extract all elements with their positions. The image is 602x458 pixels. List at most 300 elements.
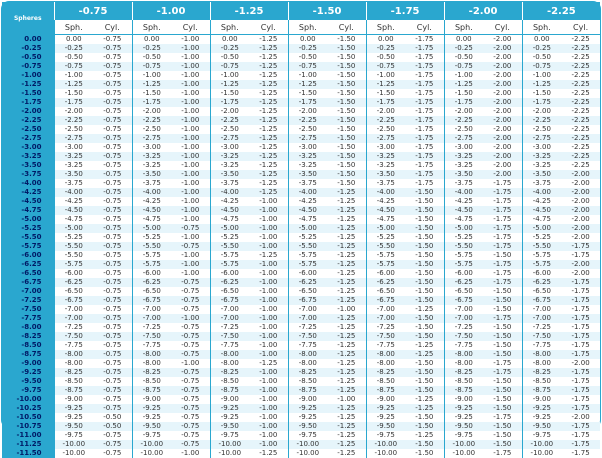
sph-cell: -7.00 (210, 314, 249, 323)
sph-cell: -4.75 (288, 215, 327, 224)
cyl-cell: -1.50 (483, 296, 522, 305)
sph-cell: -10.00 (210, 440, 249, 449)
sph-cell: -0.50 (522, 53, 561, 62)
cyl-cell: -1.50 (405, 269, 444, 278)
cyl-subheader: Cyl. (405, 20, 444, 35)
sph-cell: -1.00 (366, 71, 405, 80)
cyl-cell: -0.75 (93, 242, 132, 251)
sph-cell: -9.75 (132, 431, 171, 440)
cyl-cell: -2.00 (561, 359, 600, 368)
sph-cell: -1.00 (54, 71, 93, 80)
cyl-cell: -1.25 (327, 296, 366, 305)
cyl-cell: -2.00 (561, 215, 600, 224)
sph-cell: -8.00 (210, 350, 249, 359)
cyl-cell: -2.25 (561, 107, 600, 116)
sph-cell: -9.25 (54, 404, 93, 413)
cyl-cell: -0.75 (93, 116, 132, 125)
cyl-cell: -2.00 (483, 89, 522, 98)
table-row (2, 35, 600, 45)
sph-cell: -4.75 (54, 215, 93, 224)
cyl-cell: -1.25 (249, 71, 288, 80)
cyl-cell: -1.50 (327, 170, 366, 179)
sph-cell: -8.00 (132, 359, 171, 368)
sphere-value: -5.75 (2, 242, 54, 251)
cyl-cell: -1.25 (327, 224, 366, 233)
sph-cell: -1.75 (288, 98, 327, 107)
cyl-cell: -1.25 (327, 449, 366, 458)
cyl-cell: -1.00 (249, 395, 288, 404)
sphere-value: -0.50 (2, 53, 54, 62)
sph-cell: -6.25 (444, 278, 483, 287)
sph-cell: -2.00 (288, 107, 327, 116)
sph-cell: 0.00 (522, 35, 561, 45)
cyl-cell: -0.75 (93, 251, 132, 260)
cyl-cell: -1.25 (327, 323, 366, 332)
cyl-cell: -1.75 (483, 233, 522, 242)
cyl-cell: -1.75 (561, 296, 600, 305)
sph-cell: -5.75 (210, 251, 249, 260)
cyl-cell: -1.75 (483, 314, 522, 323)
cyl-cell: -1.00 (171, 62, 210, 71)
cyl-subheader: Cyl. (171, 20, 210, 35)
cyl-cell: -1.50 (405, 215, 444, 224)
cyl-cell: -1.50 (483, 431, 522, 440)
cyl-cell: -1.75 (483, 368, 522, 377)
sph-cell: -3.25 (444, 161, 483, 170)
sph-cell: -6.00 (444, 269, 483, 278)
sph-cell: -9.75 (522, 431, 561, 440)
sph-cell: -5.25 (444, 233, 483, 242)
cyl-cell: -1.75 (483, 359, 522, 368)
cyl-cell: -2.25 (561, 152, 600, 161)
cyl-cell: -0.75 (93, 314, 132, 323)
sph-cell: -6.00 (210, 269, 249, 278)
sph-cell: -8.50 (366, 377, 405, 386)
table-row (2, 359, 600, 368)
cyl-cell: -1.50 (405, 422, 444, 431)
sph-cell: -7.00 (522, 314, 561, 323)
cyl-cell: -2.00 (483, 62, 522, 71)
sph-cell: -5.50 (54, 242, 93, 251)
sph-cell: -3.25 (522, 152, 561, 161)
sph-cell: -5.50 (54, 251, 93, 260)
cyl-cell: -1.25 (327, 413, 366, 422)
cyl-cell: -1.25 (327, 233, 366, 242)
cyl-cell: -2.25 (561, 98, 600, 107)
cyl-cell: -0.75 (93, 215, 132, 224)
cyl-cell: -0.75 (93, 341, 132, 350)
sph-cell: -5.00 (54, 224, 93, 233)
sph-cell: -0.25 (210, 44, 249, 53)
sph-cell: -2.25 (444, 116, 483, 125)
sph-cell: -9.25 (444, 413, 483, 422)
cyl-cell: -0.75 (171, 440, 210, 449)
cyl-cell: -1.25 (327, 350, 366, 359)
sph-cell: -6.75 (132, 296, 171, 305)
cyl-cell: -1.25 (249, 359, 288, 368)
sph-cell: -6.25 (210, 278, 249, 287)
cyl-cell: -1.75 (483, 224, 522, 233)
cyl-cell: -1.50 (483, 287, 522, 296)
sph-cell: -1.00 (444, 71, 483, 80)
cyl-cell: -1.00 (171, 251, 210, 260)
sph-cell: -9.25 (210, 413, 249, 422)
cyl-cell: -1.50 (405, 314, 444, 323)
cyl-cell: -1.75 (483, 278, 522, 287)
sph-cell: -5.50 (444, 242, 483, 251)
cyl-cell: -1.00 (171, 314, 210, 323)
cyl-cell: -1.50 (483, 332, 522, 341)
sph-cell: -8.25 (288, 368, 327, 377)
cyl-cell: -0.75 (93, 134, 132, 143)
table-row (2, 89, 600, 98)
cyl-cell: -1.25 (249, 53, 288, 62)
sph-cell: -7.00 (522, 305, 561, 314)
cyl-cell: -1.75 (561, 386, 600, 395)
sph-cell: -7.50 (522, 332, 561, 341)
sph-cell: -1.75 (444, 98, 483, 107)
cyl-cell: -1.00 (249, 386, 288, 395)
cyl-cell: -1.00 (171, 134, 210, 143)
cyl-cell: -1.50 (327, 71, 366, 80)
cyl-cell: -1.50 (405, 251, 444, 260)
table-row (2, 143, 600, 152)
sph-cell: -5.50 (132, 242, 171, 251)
sph-cell: -1.50 (210, 89, 249, 98)
cyl-cell: -1.75 (405, 89, 444, 98)
sph-cell: -3.75 (522, 179, 561, 188)
cyl-cell: -1.00 (171, 44, 210, 53)
group-header: -2.00 (444, 2, 522, 20)
sph-cell: -2.75 (54, 134, 93, 143)
cyl-cell: -1.00 (249, 323, 288, 332)
sph-cell: -2.50 (288, 125, 327, 134)
sph-cell: -1.25 (210, 80, 249, 89)
cyl-cell: -2.25 (561, 53, 600, 62)
sph-cell: -2.00 (366, 107, 405, 116)
sph-cell: -2.50 (210, 125, 249, 134)
cyl-cell: -1.50 (483, 323, 522, 332)
cyl-cell: -2.25 (561, 35, 600, 45)
cyl-cell: -0.75 (93, 368, 132, 377)
cyl-cell: -1.00 (171, 98, 210, 107)
sph-cell: 0.00 (54, 35, 93, 45)
sphere-value: 0.00 (2, 35, 54, 45)
sph-cell: -7.75 (54, 341, 93, 350)
cyl-cell: -0.75 (93, 188, 132, 197)
sphere-value: -1.00 (2, 71, 54, 80)
sph-cell: -0.50 (54, 53, 93, 62)
sph-cell: -5.75 (54, 260, 93, 269)
sphere-value: -4.75 (2, 206, 54, 215)
sph-cell: -3.00 (54, 143, 93, 152)
cyl-cell: -0.75 (171, 323, 210, 332)
cyl-cell: -1.00 (171, 233, 210, 242)
sph-cell: -2.00 (54, 107, 93, 116)
table-row (2, 440, 600, 449)
group-header: -1.25 (210, 2, 288, 20)
sph-cell: -5.00 (132, 224, 171, 233)
cyl-cell: -1.75 (561, 305, 600, 314)
sph-cell: -7.75 (210, 341, 249, 350)
sph-cell: 0.00 (444, 35, 483, 45)
cyl-cell: -1.25 (327, 377, 366, 386)
cyl-cell: -1.50 (483, 395, 522, 404)
cyl-cell: -0.75 (171, 431, 210, 440)
cyl-cell: -2.00 (561, 260, 600, 269)
sph-cell: -8.50 (288, 377, 327, 386)
cyl-cell: -1.00 (249, 368, 288, 377)
table-row (2, 233, 600, 242)
cyl-cell: -1.50 (405, 278, 444, 287)
sph-cell: -9.75 (210, 431, 249, 440)
sph-cell: -3.75 (444, 179, 483, 188)
cyl-cell: -2.25 (561, 89, 600, 98)
cyl-cell: -1.25 (249, 179, 288, 188)
sph-cell: -8.50 (210, 377, 249, 386)
cyl-cell: -0.75 (171, 296, 210, 305)
sph-cell: -7.75 (444, 341, 483, 350)
table-row (2, 404, 600, 413)
sph-cell: -3.75 (288, 179, 327, 188)
cyl-cell: -1.75 (561, 278, 600, 287)
cyl-cell: -1.50 (327, 179, 366, 188)
sph-cell: -9.50 (444, 422, 483, 431)
sph-cell: -2.75 (444, 134, 483, 143)
sph-cell: -0.25 (522, 44, 561, 53)
sph-cell: -1.50 (366, 89, 405, 98)
cyl-cell: -1.50 (405, 260, 444, 269)
sph-cell: -9.00 (522, 395, 561, 404)
cyl-cell: -2.00 (483, 143, 522, 152)
table-row (2, 341, 600, 350)
sph-cell: -6.50 (288, 287, 327, 296)
cyl-cell: -2.25 (561, 44, 600, 53)
sph-cell: -7.50 (444, 332, 483, 341)
sph-subheader: Sph. (366, 20, 405, 35)
group-header: -0.75 (54, 2, 132, 20)
sphere-value: -2.00 (2, 107, 54, 116)
sph-cell: -5.75 (288, 260, 327, 269)
cyl-cell: -1.00 (171, 359, 210, 368)
cyl-cell: -1.75 (561, 431, 600, 440)
cyl-cell: -0.75 (93, 287, 132, 296)
table-row (2, 80, 600, 89)
cyl-cell: -1.50 (405, 377, 444, 386)
cyl-cell: -0.75 (93, 224, 132, 233)
sph-cell: -2.50 (132, 125, 171, 134)
sphere-value: -4.00 (2, 179, 54, 188)
sph-cell: -9.75 (444, 431, 483, 440)
cyl-cell: -1.00 (249, 413, 288, 422)
sph-cell: -3.25 (210, 161, 249, 170)
table-row (2, 125, 600, 134)
sph-cell: -4.25 (210, 197, 249, 206)
sph-cell: -0.25 (444, 44, 483, 53)
cyl-cell: -1.00 (171, 449, 210, 458)
cyl-cell: -0.75 (171, 413, 210, 422)
cyl-cell: -1.00 (171, 188, 210, 197)
sphere-value: -3.00 (2, 143, 54, 152)
cyl-cell: -0.75 (93, 125, 132, 134)
sph-cell: -5.75 (522, 251, 561, 260)
sph-subheader: Sph. (54, 20, 93, 35)
cyl-cell: -0.75 (93, 197, 132, 206)
sph-cell: -4.00 (210, 188, 249, 197)
table-row (2, 323, 600, 332)
sph-cell: -3.50 (288, 170, 327, 179)
sph-subheader: Sph. (288, 20, 327, 35)
cyl-cell: -1.00 (249, 377, 288, 386)
table-row (2, 269, 600, 278)
cyl-cell: -1.00 (249, 314, 288, 323)
cyl-subheader: Cyl. (483, 20, 522, 35)
cyl-cell: -1.00 (171, 116, 210, 125)
sph-cell: -4.00 (444, 188, 483, 197)
cyl-cell: -2.25 (561, 161, 600, 170)
group-header: -1.00 (132, 2, 210, 20)
cyl-cell: -1.50 (327, 107, 366, 116)
sph-cell: -8.00 (288, 359, 327, 368)
sphere-value: -3.25 (2, 152, 54, 161)
cyl-cell: -0.75 (93, 161, 132, 170)
cyl-cell: -1.75 (561, 449, 600, 458)
cyl-cell: -1.75 (561, 242, 600, 251)
cyl-cell: -0.75 (93, 431, 132, 440)
sph-subheader: Sph. (132, 20, 171, 35)
cyl-cell: -1.50 (405, 449, 444, 458)
cyl-cell: -1.50 (483, 377, 522, 386)
cyl-cell: -1.25 (327, 251, 366, 260)
sph-cell: -6.50 (444, 287, 483, 296)
table-row (2, 197, 600, 206)
sph-cell: -3.50 (444, 170, 483, 179)
cyl-cell: -0.75 (93, 44, 132, 53)
sph-cell: -9.75 (54, 431, 93, 440)
sph-cell: -6.50 (54, 287, 93, 296)
sph-cell: -6.50 (210, 287, 249, 296)
cyl-cell: -1.50 (405, 197, 444, 206)
cyl-cell: -0.75 (93, 71, 132, 80)
sph-cell: -1.25 (132, 80, 171, 89)
table-row (2, 305, 600, 314)
cyl-cell: -1.50 (405, 242, 444, 251)
sph-cell: -4.50 (132, 206, 171, 215)
sph-cell: -0.25 (132, 44, 171, 53)
sph-subheader: Sph. (210, 20, 249, 35)
sphere-value: -7.75 (2, 314, 54, 323)
cyl-subheader: Cyl. (249, 20, 288, 35)
sph-cell: -5.00 (210, 224, 249, 233)
cyl-cell: -1.75 (405, 44, 444, 53)
cyl-cell: -1.50 (405, 233, 444, 242)
sph-cell: -10.00 (54, 449, 93, 458)
sph-cell: -1.00 (210, 71, 249, 80)
cyl-cell: -1.75 (561, 350, 600, 359)
sph-cell: -9.25 (366, 404, 405, 413)
sph-cell: -3.00 (444, 143, 483, 152)
sph-cell: -1.50 (132, 89, 171, 98)
sph-cell: -5.00 (288, 224, 327, 233)
sph-cell: -3.25 (54, 152, 93, 161)
cyl-cell: -1.50 (327, 161, 366, 170)
sph-cell: -1.25 (366, 80, 405, 89)
table-row (2, 413, 600, 422)
cyl-cell: -1.50 (327, 134, 366, 143)
sph-cell: -5.25 (522, 233, 561, 242)
table-row (2, 53, 600, 62)
sphere-value: -2.25 (2, 116, 54, 125)
sph-cell: -1.50 (288, 89, 327, 98)
sph-cell: -4.00 (132, 188, 171, 197)
cyl-cell: -1.25 (249, 152, 288, 161)
sph-cell: -8.25 (522, 368, 561, 377)
cyl-cell: -1.25 (249, 35, 288, 45)
cyl-cell: -1.00 (249, 440, 288, 449)
sph-cell: -1.75 (210, 98, 249, 107)
sph-cell: -7.25 (444, 323, 483, 332)
sphere-value: -6.25 (2, 260, 54, 269)
sph-cell: -8.50 (132, 377, 171, 386)
sph-cell: -8.50 (54, 377, 93, 386)
cyl-cell: -1.00 (249, 341, 288, 350)
sph-cell: -9.25 (132, 404, 171, 413)
sph-cell: 0.00 (366, 35, 405, 45)
table-row (2, 134, 600, 143)
cyl-cell: -1.50 (405, 386, 444, 395)
cyl-cell: -1.25 (249, 62, 288, 71)
cyl-cell: -1.00 (249, 332, 288, 341)
sph-cell: -9.50 (210, 422, 249, 431)
cyl-cell: -1.75 (405, 125, 444, 134)
table-row (2, 296, 600, 305)
sph-cell: -8.00 (444, 350, 483, 359)
sph-cell: -7.25 (210, 323, 249, 332)
cyl-cell: -2.00 (561, 233, 600, 242)
sph-cell: -9.25 (522, 413, 561, 422)
sph-cell: -2.75 (132, 134, 171, 143)
sph-cell: -9.25 (288, 404, 327, 413)
cyl-cell: -1.50 (327, 89, 366, 98)
sph-cell: -4.00 (54, 188, 93, 197)
cyl-cell: -1.00 (171, 125, 210, 134)
cyl-cell: -1.50 (405, 332, 444, 341)
sph-cell: -4.25 (444, 197, 483, 206)
sph-cell: -4.00 (522, 188, 561, 197)
cyl-cell: -1.75 (561, 287, 600, 296)
sph-cell: -1.25 (54, 80, 93, 89)
sph-cell: -5.25 (366, 233, 405, 242)
cyl-cell: -1.25 (249, 161, 288, 170)
sph-cell: -2.00 (522, 107, 561, 116)
cyl-cell: -1.25 (327, 269, 366, 278)
sphere-value: -2.50 (2, 125, 54, 134)
table-row (2, 179, 600, 188)
cyl-cell: -1.25 (249, 134, 288, 143)
cyl-cell: -1.50 (483, 341, 522, 350)
cyl-cell: -1.75 (405, 80, 444, 89)
sph-cell: -10.00 (288, 440, 327, 449)
sph-cell: -5.75 (444, 251, 483, 260)
cyl-cell: -1.50 (327, 116, 366, 125)
sph-cell: -2.75 (288, 134, 327, 143)
sph-cell: -8.00 (522, 350, 561, 359)
sphere-value: -9.50 (2, 377, 54, 386)
sph-cell: -6.75 (288, 296, 327, 305)
cyl-cell: -1.25 (327, 278, 366, 287)
table-row (2, 107, 600, 116)
table-row (2, 224, 600, 233)
